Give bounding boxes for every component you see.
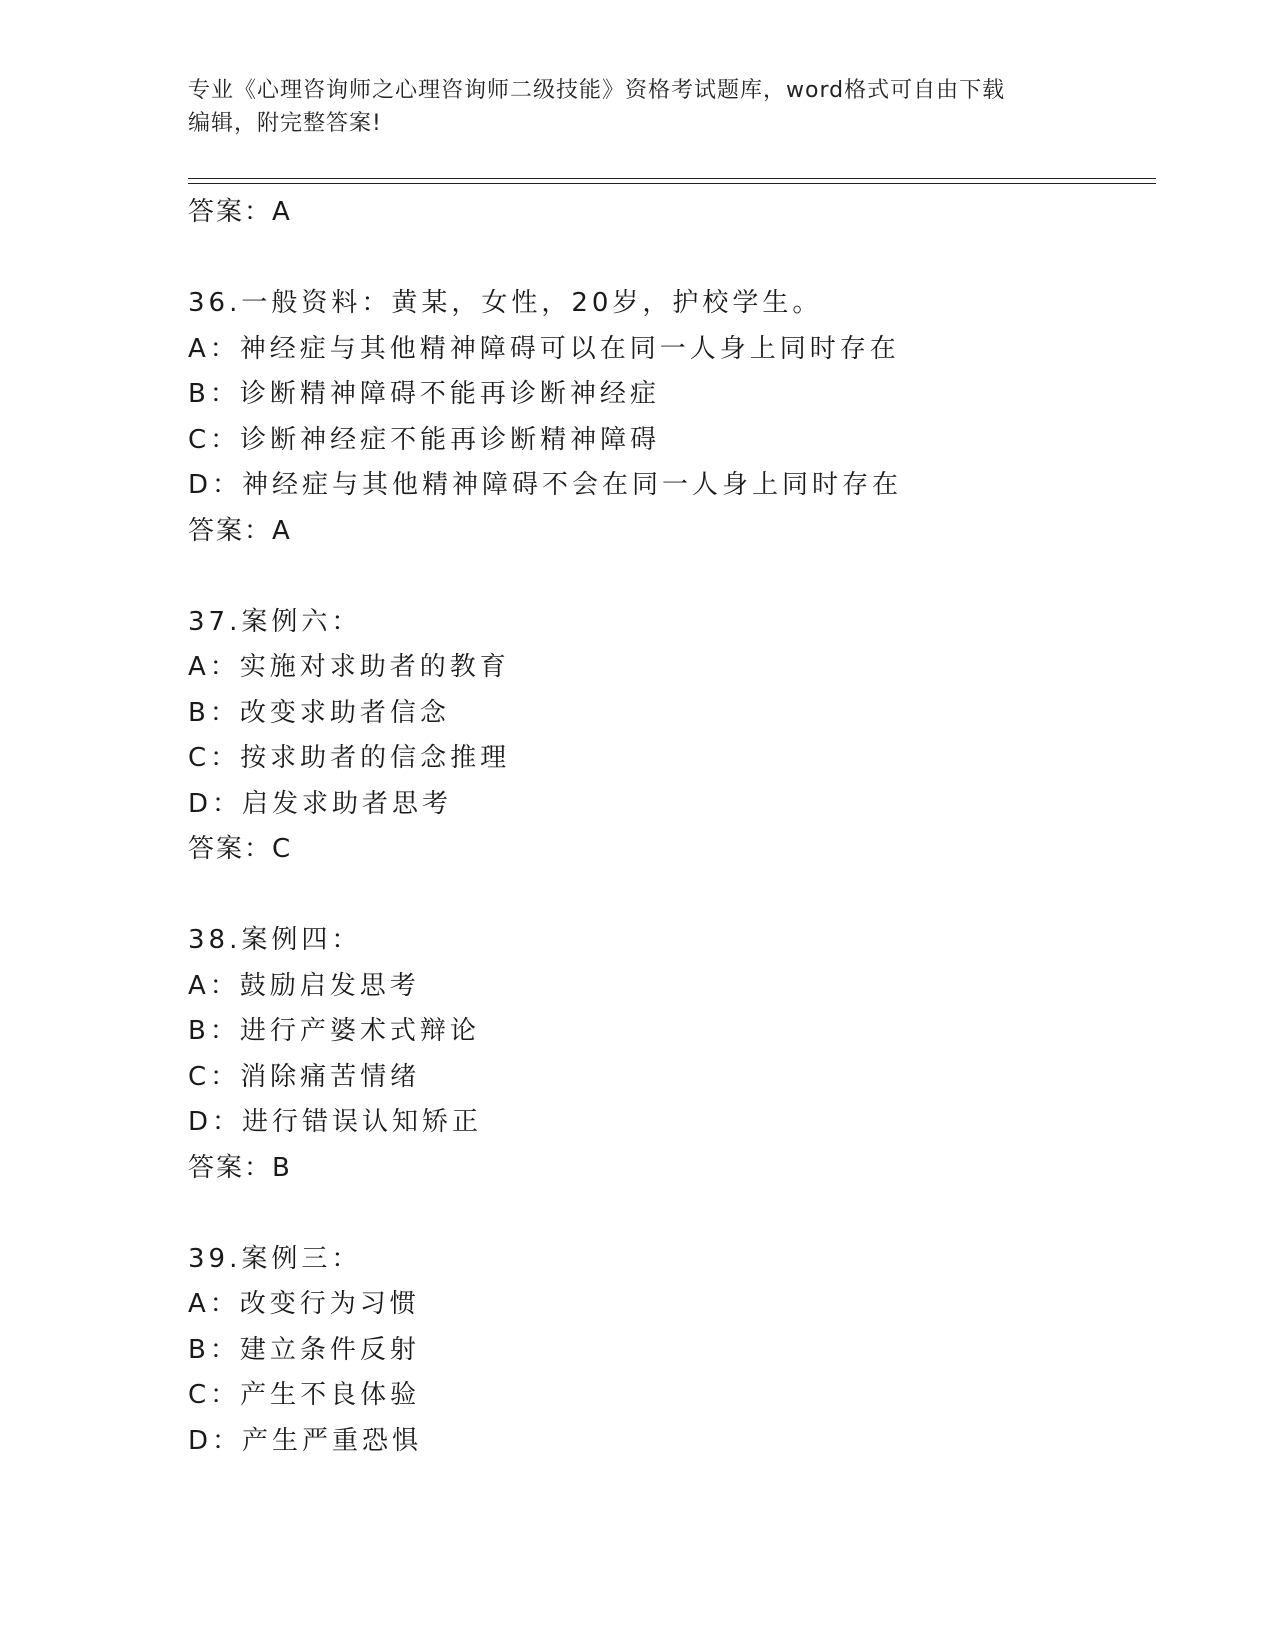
question-text: 38.案例四： (188, 925, 362, 955)
option-a: A：神经症与其他精神障碍可以在同一人身上同时存在 (188, 333, 900, 364)
answer-text: 答案：A (188, 515, 292, 546)
header-divider (188, 178, 1156, 179)
option-a: A：实施对求助者的教育 (188, 652, 510, 682)
option-a: A：改变行为习惯 (188, 1289, 420, 1319)
option-c: C：产生不良体验 (188, 1380, 421, 1410)
answer-prev: 答案：A (188, 197, 292, 227)
question-block-37 (188, 600, 1138, 873)
option-b: B：进行产婆术式辩论 (188, 1016, 480, 1046)
header-divider-secondary (188, 183, 1156, 184)
question-block-39 (188, 1237, 1138, 1465)
question-block-36 (188, 281, 1138, 554)
question-text: 36.一般资料：黄某，女性，20岁，护校学生。 (188, 288, 823, 318)
option-c: C：诊断神经症不能再诊断精神障碍 (188, 424, 661, 455)
option-d: D：产生严重恐惧 (188, 1425, 423, 1456)
question-block-38 (188, 918, 1138, 1191)
option-b: B：建立条件反射 (188, 1334, 420, 1365)
question-text: 37.案例六： (188, 606, 362, 637)
header-line-1: 专业《心理咨询师之心理咨询师二级技能》资格考试题库，word格式可自由下载 (188, 78, 1006, 103)
header-line-2: 编辑，附完整答案! (188, 111, 382, 136)
page-header (188, 74, 1088, 140)
option-c: C：按求助者的信念推理 (188, 743, 511, 773)
answer-text: 答案：C (188, 834, 293, 864)
question-list (188, 190, 1138, 1464)
option-b: B：改变求助者信念 (188, 697, 450, 728)
question-text: 39.案例三： (188, 1243, 362, 1274)
answer-text: 答案：B (188, 1152, 292, 1183)
option-c: C：消除痛苦情绪 (188, 1061, 421, 1092)
option-a: A：鼓励启发思考 (188, 970, 420, 1001)
option-d: D：进行错误认知矫正 (188, 1107, 483, 1137)
option-d: D：神经症与其他精神障碍不会在同一人身上同时存在 (188, 470, 903, 500)
option-d: D：启发求助者思考 (188, 788, 453, 819)
option-b: B：诊断精神障碍不能再诊断神经症 (188, 379, 660, 409)
